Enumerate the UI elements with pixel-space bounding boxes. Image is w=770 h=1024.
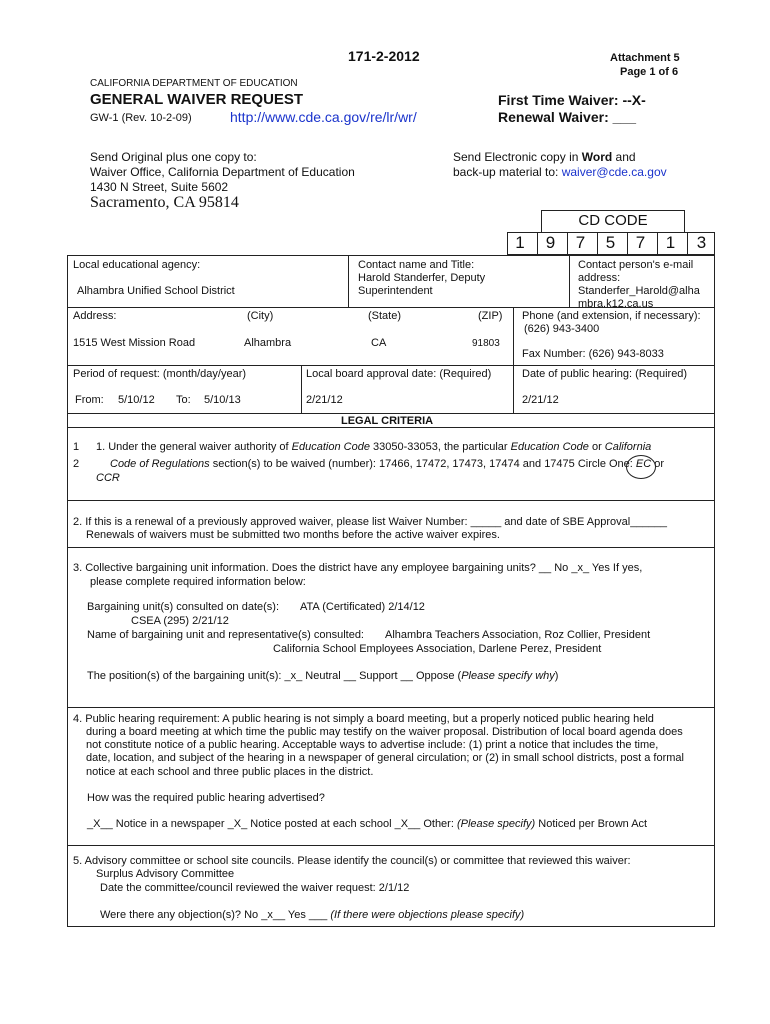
address-label: Address: — [73, 310, 117, 322]
criterion-4-line4: date, location, and subject of the hearing in a newspaper of general circulation; or (2) in small school districts, post a formal — [86, 752, 684, 764]
circle-one-mark — [626, 455, 656, 479]
form-title: GENERAL WAIVER REQUEST — [90, 91, 304, 108]
state-value: CA — [371, 337, 387, 349]
cd-code-digit: 7 — [627, 232, 653, 254]
cd-code-label: CD CODE — [578, 212, 648, 229]
fax-number: Fax Number: (626) 943-8033 — [522, 348, 664, 360]
criterion-3-line1: 3. Collective bargaining unit information. Does the district have any employee bargaining units? __ No _x_ Yes If yes, — [73, 562, 643, 574]
line-number: 2 — [73, 458, 80, 470]
criterion-4-line1: 4. Public hearing requirement: A public hearing is not simply a board meeting, but a properly noticed public hearing held — [73, 713, 654, 725]
criterion-5-objection: Were there any objection(s)? No _x__ Yes ___ (If there were objections please specify) — [100, 909, 525, 921]
bargaining-rep-2: California School Employees Association, Darlene Perez, President — [273, 643, 602, 655]
period-to-value: 5/10/13 — [204, 394, 241, 406]
criterion-4-line5: notice at each school and three public places in the district. — [86, 766, 374, 778]
cd-code-digit: 1 — [657, 232, 683, 254]
legal-criteria-heading: LEGAL CRITERIA — [341, 415, 434, 427]
form-id: GW-1 (Rev. 10-2-09) — [90, 112, 192, 124]
period-from-value: 5/10/12 — [118, 394, 155, 406]
criterion-5-date: Date the committee/council reviewed the waiver request: 2/1/12 — [100, 882, 410, 894]
bargaining-consulted-label: Bargaining unit(s) consulted on date(s): — [87, 601, 279, 613]
email-value-1: Standerfer_Harold@alha — [578, 285, 700, 297]
bargaining-rep-1: Alhambra Teachers Association, Roz Collier, President — [385, 629, 651, 641]
criterion-3-line2: please complete required information below: — [90, 576, 306, 588]
board-approval-value: 2/21/12 — [306, 394, 343, 406]
city-label: (City) — [247, 310, 274, 322]
send-original-line4: Sacramento, CA 95814 — [90, 194, 239, 211]
phone-label: Phone (and extension, if necessary): — [522, 310, 701, 322]
contact-name: Harold Standerfer, Deputy — [358, 272, 486, 284]
criterion-5-committee: Surplus Advisory Committee — [96, 868, 235, 880]
cd-code-digit: 9 — [537, 232, 563, 254]
criterion-5-line1: 5. Advisory committee or school site councils. Please identify the council(s) or committee that reviewed this waiver: — [73, 855, 631, 867]
bargaining-consulted-2: CSEA (295) 2/21/12 — [131, 615, 229, 627]
period-from-label: From: — [75, 394, 104, 406]
cd-code-digit: 7 — [567, 232, 593, 254]
cd-code-digit: 1 — [515, 233, 525, 252]
bargaining-consulted-1: ATA (Certificated) 2/14/12 — [300, 601, 425, 613]
criterion-1-line2: Code of Regulations section(s) to be waived (number): 17466, 17472, 17473, 17474 and 17475 Circle One: EC or — [110, 458, 665, 470]
contact-label: Contact name and Title: — [358, 259, 475, 271]
agency-label: Local educational agency: — [73, 259, 201, 271]
criterion-4-line3: not constitute notice of a public hearing. Acceptable ways to advertise include: (1) print a notice that includes the time, — [86, 739, 659, 751]
hearing-date-label: Date of public hearing: (Required) — [522, 368, 688, 380]
email-value-2: mbra.k12.ca.us — [578, 298, 654, 307]
send-electronic-line: Send Electronic copy in Word and — [453, 150, 636, 164]
contact-title: Superintendent — [358, 285, 433, 297]
agency-value: Alhambra Unified School District — [77, 285, 235, 297]
period-label: Period of request: (month/day/year) — [73, 368, 247, 380]
zip-label: (ZIP) — [478, 310, 503, 322]
renewal-waiver: Renewal Waiver: ___ — [498, 109, 636, 125]
send-backup-line: back-up material to: waiver@cde.ca.gov — [453, 165, 667, 179]
attachment-label: Attachment 5 — [610, 52, 680, 64]
hearing-answer: _X__ Notice in a newspaper _X_ Notice posted at each school _X__ Other: (Please specify) Noticed per Brown Act — [87, 818, 648, 830]
board-approval-label: Local board approval date: (Required) — [306, 368, 492, 380]
cd-code-digit: 3 — [687, 232, 715, 254]
city-value: Alhambra — [244, 337, 292, 349]
first-time-waiver: First Time Waiver: --X- — [498, 92, 646, 108]
criterion-4-line2: during a board meeting at which time the public may testify on the waiver proposal. Distribution of local board agenda does — [86, 726, 683, 738]
hearing-question: How was the required public hearing advertised? — [87, 792, 325, 804]
department-name: CALIFORNIA DEPARTMENT OF EDUCATION — [90, 78, 298, 89]
street-value: 1515 West Mission Road — [73, 337, 196, 349]
bargaining-position: The position(s) of the bargaining unit(s): _x_ Neutral __ Support __ Oppose (Please specify why) — [87, 670, 559, 682]
bargaining-rep-label: Name of bargaining unit and representative(s) consulted: — [87, 629, 364, 641]
email-label: Contact person's e-mail — [578, 259, 694, 271]
send-original-line1: Send Original plus one copy to: — [90, 150, 257, 164]
phone-value: (626) 943-3400 — [524, 323, 600, 335]
zip-value: 91803 — [472, 338, 500, 349]
page-indicator: Page 1 of 6 — [620, 66, 679, 78]
line-number: 1 — [73, 441, 80, 453]
send-original-line2: Waiver Office, California Department of Education — [90, 165, 355, 179]
item-number: 171-2-2012 — [348, 48, 420, 64]
waiver-email-link[interactable]: waiver@cde.ca.gov — [561, 165, 667, 179]
criterion-1-line3: CCR — [96, 472, 120, 484]
state-label: (State) — [368, 310, 402, 322]
cd-code-digit: 5 — [597, 232, 623, 254]
criterion-2-line1: 2. If this is a renewal of a previously approved waiver, please list Waiver Number: _____ and date of SBE Approval______ — [73, 516, 667, 528]
period-to-label: To: — [176, 394, 191, 406]
send-original-line3: 1430 N Street, Suite 5602 — [90, 180, 229, 194]
waiver-url-link[interactable]: http://www.cde.ca.gov/re/lr/wr/ — [230, 109, 417, 125]
criterion-2-line2: Renewals of waivers must be submitted two months before the active waiver expires. — [86, 529, 500, 541]
email-label-2: address: — [578, 272, 621, 284]
criterion-1-line1: 1. Under the general waiver authority of Education Code 33050-33053, the particular Education Code or California — [96, 441, 652, 453]
hearing-date-value: 2/21/12 — [522, 394, 559, 406]
